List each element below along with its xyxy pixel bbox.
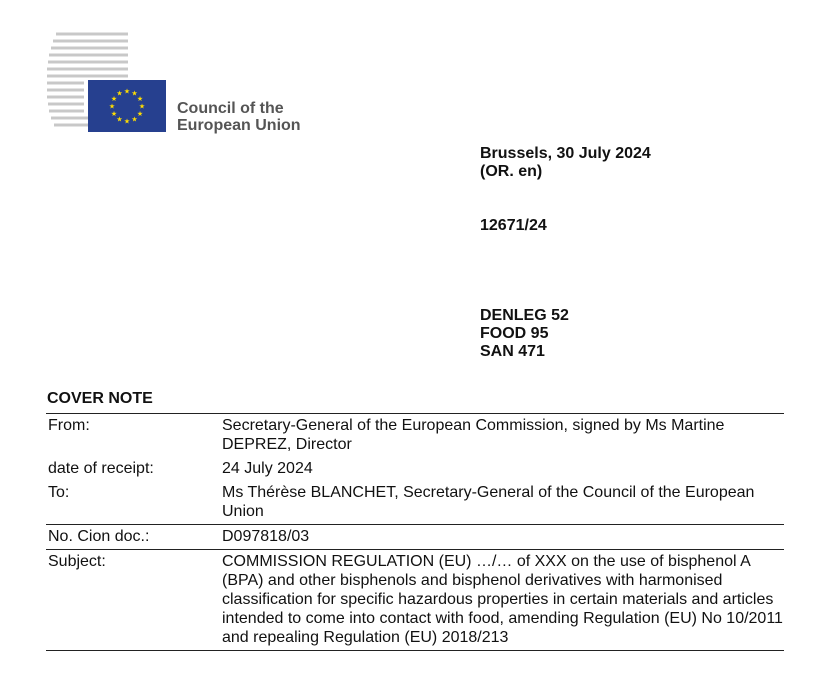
document-number: 12671/24 xyxy=(480,217,547,234)
table-row xyxy=(46,550,784,651)
eu-star-icon: ★ xyxy=(138,103,146,111)
row-label-cion-doc: No. Cion doc.: xyxy=(46,525,220,550)
eu-star-icon: ★ xyxy=(110,96,118,103)
code-food: FOOD 95 xyxy=(480,325,549,342)
council-name-line1: Council of the xyxy=(177,100,284,117)
row-value-cion-doc: D097818/03 xyxy=(220,525,784,550)
row-label-subject: Subject: xyxy=(46,550,220,651)
date-block xyxy=(480,145,651,181)
table-row xyxy=(46,481,784,525)
eu-star-icon: ★ xyxy=(123,88,131,96)
council-name xyxy=(177,100,301,134)
eu-star-icon: ★ xyxy=(136,96,144,103)
eu-star-icon: ★ xyxy=(131,116,138,124)
eu-star-icon: ★ xyxy=(110,111,118,118)
cover-note-title: COVER NOTE xyxy=(47,390,153,407)
code-denleg: DENLEG 52 xyxy=(480,307,569,324)
eu-star-icon: ★ xyxy=(116,116,123,124)
row-value-to: Ms Thérèse BLANCHET, Secretary-General of the Council of the European Union xyxy=(222,484,755,520)
row-label-from: From: xyxy=(46,414,220,458)
eu-star-icon: ★ xyxy=(136,111,144,118)
row-label-date-of-receipt: date of receipt: xyxy=(48,460,154,477)
council-name-line2: European Union xyxy=(177,117,301,134)
eu-star-icon: ★ xyxy=(116,90,123,98)
council-logo xyxy=(44,28,334,138)
table-row xyxy=(46,457,784,481)
table-row xyxy=(46,414,784,458)
classification-codes xyxy=(480,307,569,361)
row-label-to: To: xyxy=(48,484,70,501)
table-row xyxy=(46,525,784,550)
eu-star-icon: ★ xyxy=(123,118,131,126)
eu-star-icon: ★ xyxy=(108,103,116,111)
eu-star-icon: ★ xyxy=(131,90,138,98)
original-language: (OR. en) xyxy=(480,163,543,180)
code-san: SAN 471 xyxy=(480,343,545,360)
eu-flag-icon xyxy=(88,80,166,132)
row-value-subject: COMMISSION REGULATION (EU) …/… of XXX on the use of bisphenol A (BPA) and other bisphenols and bisphenol derivatives with harmonised classification for specific hazardous properties in certain materials and articles intended to come into contact with food, amending Regulation (EU) No 10/2011 and repealing Regulation (EU) 2018/213 xyxy=(220,550,784,651)
document-date: Brussels, 30 July 2024 xyxy=(480,145,651,162)
row-value-from: Secretary-General of the European Commission, signed by Ms Martine DEPREZ, Director xyxy=(220,414,784,458)
row-value-date-of-receipt: 24 July 2024 xyxy=(222,460,313,477)
cover-note-table xyxy=(46,413,784,651)
